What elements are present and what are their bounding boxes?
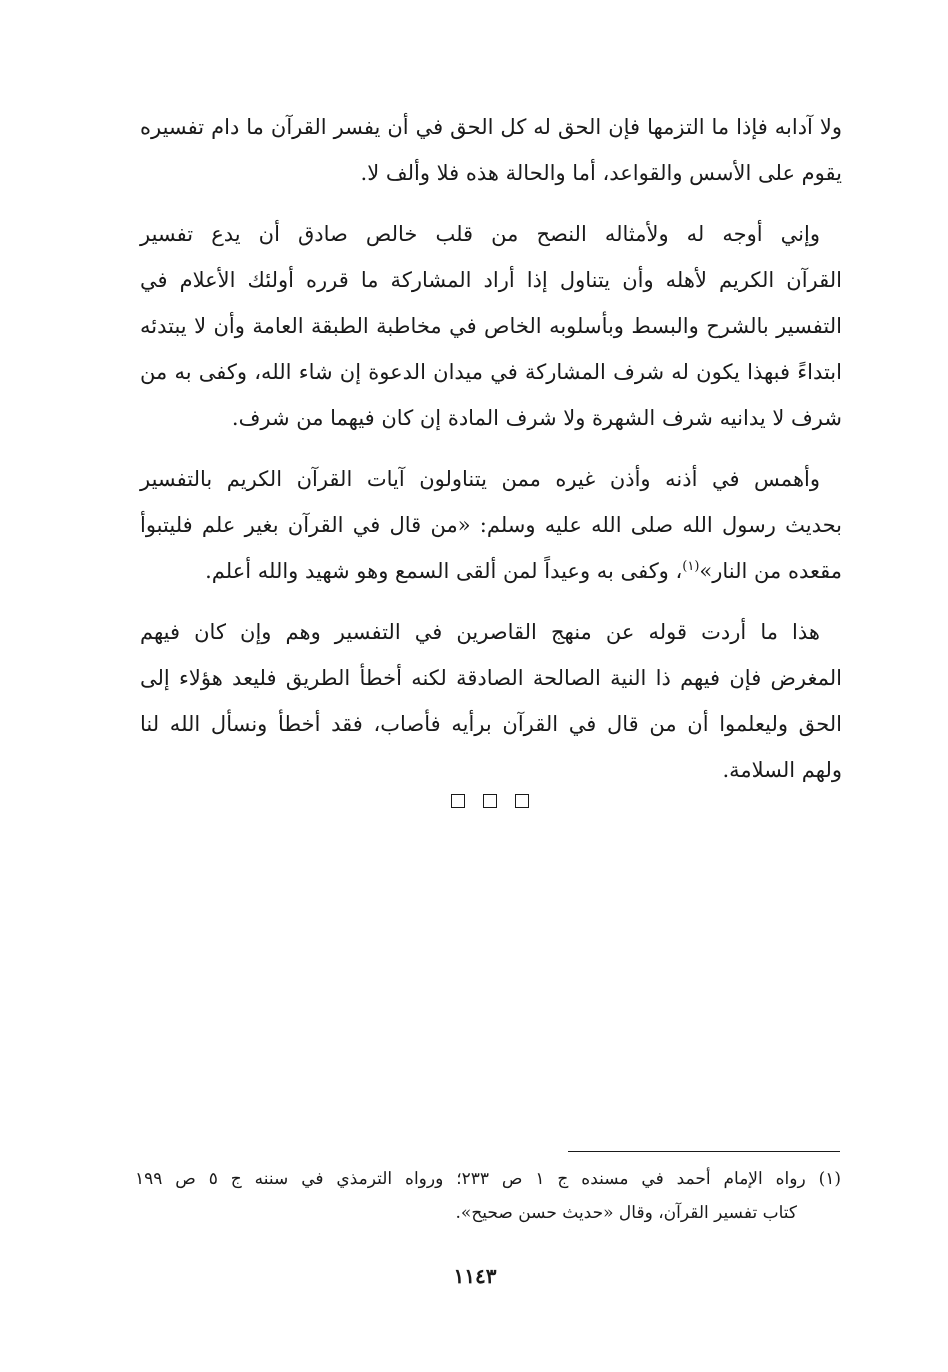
text-line: المغرض فإن فيهم ذا النية الصالحة الصادقة لكنه أخطأ الطريق فليعد هؤلاء إلى bbox=[140, 666, 842, 690]
square-ornament-icon bbox=[515, 794, 529, 808]
main-text bbox=[140, 104, 842, 793]
text-fragment: ، وكفى به وعيداً لمن ألقى السمع وهو شهيد والله أعلم. bbox=[205, 559, 683, 583]
footnote-text: رواه الإمام أحمد في مسنده ج ١ ص ٢٣٣؛ ورواه الترمذي في سننه ج ٥ ص ١٩٩ bbox=[135, 1169, 806, 1189]
footnote-line: كتاب تفسير القرآن، وقال «حديث حسن صحيح». bbox=[455, 1203, 797, 1223]
paragraph-3 bbox=[140, 456, 842, 594]
footnote-number: (١) bbox=[818, 1169, 841, 1189]
text-line: ولا آدابه فإذا ما التزمها فإن الحق له كل الحق في أن يفسر القرآن ما دام تفسيره bbox=[140, 115, 842, 139]
footnote-line bbox=[135, 1162, 841, 1196]
text-line: ابتداءً فبهذا يكون له شرف المشاركة في ميدان الدعوة إن شاء الله، وكفى به من bbox=[140, 360, 842, 384]
paragraph-1 bbox=[140, 104, 842, 196]
footnote-divider bbox=[568, 1151, 840, 1152]
paragraph-4 bbox=[140, 609, 842, 793]
square-ornament-icon bbox=[483, 794, 497, 808]
paragraph-2 bbox=[140, 211, 842, 441]
text-line bbox=[140, 548, 842, 594]
text-line: وأهمس في أذنه وأذن غيره ممن يتناولون آيات القرآن الكريم بالتفسير bbox=[140, 467, 820, 491]
text-line: ولهم السلامة. bbox=[722, 758, 842, 782]
text-line: يقوم على الأسس والقواعد، أما والحالة هذه فلا وألف لا. bbox=[360, 161, 842, 185]
text-line: هذا ما أردت قوله عن منهج القاصرين في التفسير وهم وإن كان فيهم bbox=[140, 620, 820, 644]
footnotes bbox=[135, 1162, 841, 1230]
text-line: وإني أوجه له ولأمثاله النصح من قلب خالص صادق أن يدع تفسير bbox=[140, 222, 820, 246]
text-line: بحديث رسول الله صلى الله عليه وسلم: «من قال في القرآن بغير علم فليتبوأ bbox=[140, 513, 842, 537]
square-ornament-icon bbox=[451, 794, 465, 808]
text-line: القرآن الكريم لأهله وأن يتناول إذا أراد المشاركة ما قرره أولئك الأعلام في bbox=[140, 268, 842, 292]
text-fragment: مقعده من النار» bbox=[699, 559, 842, 583]
text-line: الحق وليعلموا أن من قال في القرآن برأيه فأصاب، فقد أخطأ ونسأل الله لنا bbox=[140, 712, 842, 736]
page-number: ١١٤٣ bbox=[453, 1264, 497, 1288]
text-line: التفسير بالشرح والبسط وبأسلوبه الخاص في مخاطبة الطبقة العامة وأن لا يبتدئه bbox=[140, 314, 843, 338]
section-separator bbox=[440, 790, 540, 812]
footnote-reference[interactable]: (١) bbox=[682, 559, 700, 574]
text-line: شرف لا يدانيه شرف الشهرة ولا شرف المادة إن كان فيهما من شرف. bbox=[231, 406, 842, 430]
